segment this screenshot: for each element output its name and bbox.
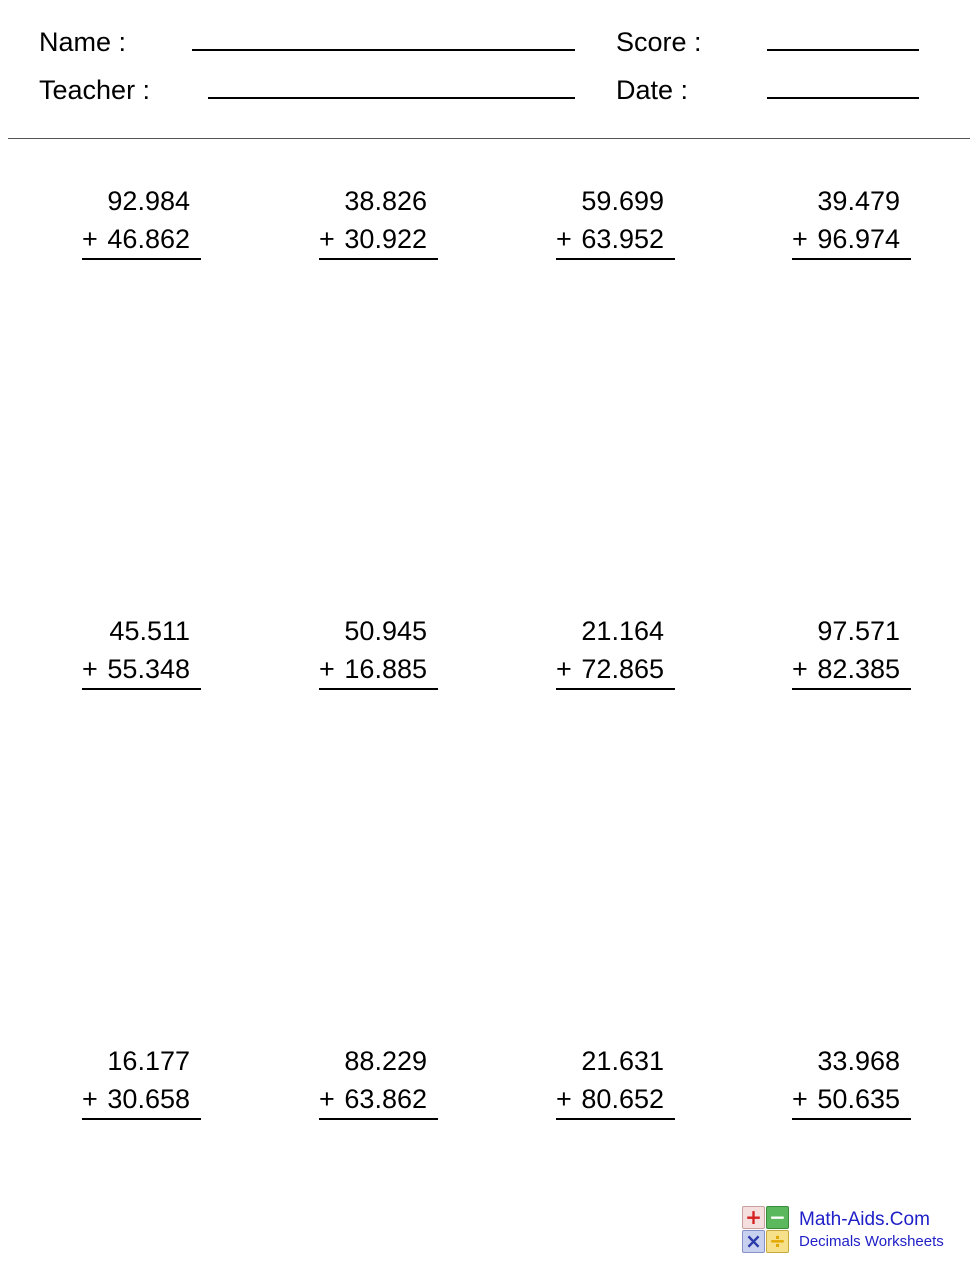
answer-line: [82, 258, 201, 260]
problem-bottom-number: 82.385: [817, 654, 900, 684]
problem-top-number: 33.968: [817, 1046, 900, 1076]
problem-bottom-number: 80.652: [581, 1084, 664, 1114]
plus-sign: +: [82, 654, 98, 684]
teacher-label: Teacher :: [39, 75, 151, 105]
problem-top-number: 21.164: [581, 616, 664, 646]
answer-line: [319, 688, 438, 690]
problem-top-number: 16.177: [107, 1046, 190, 1076]
problem-top-number: 21.631: [581, 1046, 664, 1076]
problem-bottom-number: 30.922: [344, 224, 427, 254]
plus-sign: +: [792, 654, 808, 684]
problem-bottom-number: 96.974: [817, 224, 900, 254]
problem-bottom-number: 63.952: [581, 224, 664, 254]
plus-sign: +: [792, 1084, 808, 1114]
score-label: Score :: [616, 27, 702, 57]
answer-line: [556, 688, 675, 690]
problem-top-number: 92.984: [107, 186, 190, 216]
answer-line: [82, 688, 201, 690]
problem-10: [319, 1046, 439, 1126]
problem-1: [82, 186, 202, 266]
problem-12: [792, 1046, 912, 1126]
answer-line: [319, 258, 438, 260]
problem-11: [556, 1046, 676, 1126]
times-icon: ×: [742, 1230, 765, 1253]
answer-line: [792, 258, 911, 260]
problem-top-number: 59.699: [581, 186, 664, 216]
name-field[interactable]: [192, 49, 575, 51]
site-name[interactable]: Math-Aids.Com: [799, 1209, 930, 1230]
problem-6: [319, 616, 439, 696]
plus-sign: +: [319, 224, 335, 254]
problem-bottom-number: 46.862: [107, 224, 190, 254]
problem-bottom-number: 72.865: [581, 654, 664, 684]
math-aids-logo[interactable]: [742, 1206, 962, 1256]
divide-icon: ÷: [766, 1230, 789, 1253]
problem-bottom-number: 50.635: [817, 1084, 900, 1114]
problem-top-number: 88.229: [344, 1046, 427, 1076]
minus-icon: −: [766, 1206, 789, 1229]
problem-top-number: 97.571: [817, 616, 900, 646]
problem-top-number: 38.826: [344, 186, 427, 216]
problem-top-number: 39.479: [817, 186, 900, 216]
plus-sign: +: [319, 654, 335, 684]
problem-bottom-number: 63.862: [344, 1084, 427, 1114]
plus-sign: +: [82, 224, 98, 254]
problem-top-number: 45.511: [109, 616, 190, 646]
worksheet-category: Decimals Worksheets: [799, 1233, 944, 1250]
plus-sign: +: [556, 1084, 572, 1114]
problem-4: [792, 186, 912, 266]
problem-3: [556, 186, 676, 266]
problem-bottom-number: 30.658: [107, 1084, 190, 1114]
answer-line: [792, 1118, 911, 1120]
problem-bottom-number: 16.885: [344, 654, 427, 684]
plus-sign: +: [82, 1084, 98, 1114]
plus-sign: +: [556, 224, 572, 254]
answer-line: [82, 1118, 201, 1120]
teacher-field[interactable]: [208, 97, 575, 99]
problem-9: [82, 1046, 202, 1126]
plus-sign: +: [556, 654, 572, 684]
problem-2: [319, 186, 439, 266]
date-label: Date :: [616, 75, 689, 105]
problem-8: [792, 616, 912, 696]
plus-sign: +: [319, 1084, 335, 1114]
problem-top-number: 50.945: [344, 616, 427, 646]
logo-icon: [742, 1206, 788, 1252]
problem-5: [82, 616, 202, 696]
score-field[interactable]: [767, 49, 919, 51]
answer-line: [556, 1118, 675, 1120]
name-label: Name :: [39, 27, 127, 57]
plus-icon: +: [742, 1206, 765, 1229]
problem-7: [556, 616, 676, 696]
problem-bottom-number: 55.348: [107, 654, 190, 684]
plus-sign: +: [792, 224, 808, 254]
answer-line: [556, 258, 675, 260]
date-field[interactable]: [767, 97, 919, 99]
answer-line: [792, 688, 911, 690]
header-divider: [8, 138, 970, 139]
answer-line: [319, 1118, 438, 1120]
